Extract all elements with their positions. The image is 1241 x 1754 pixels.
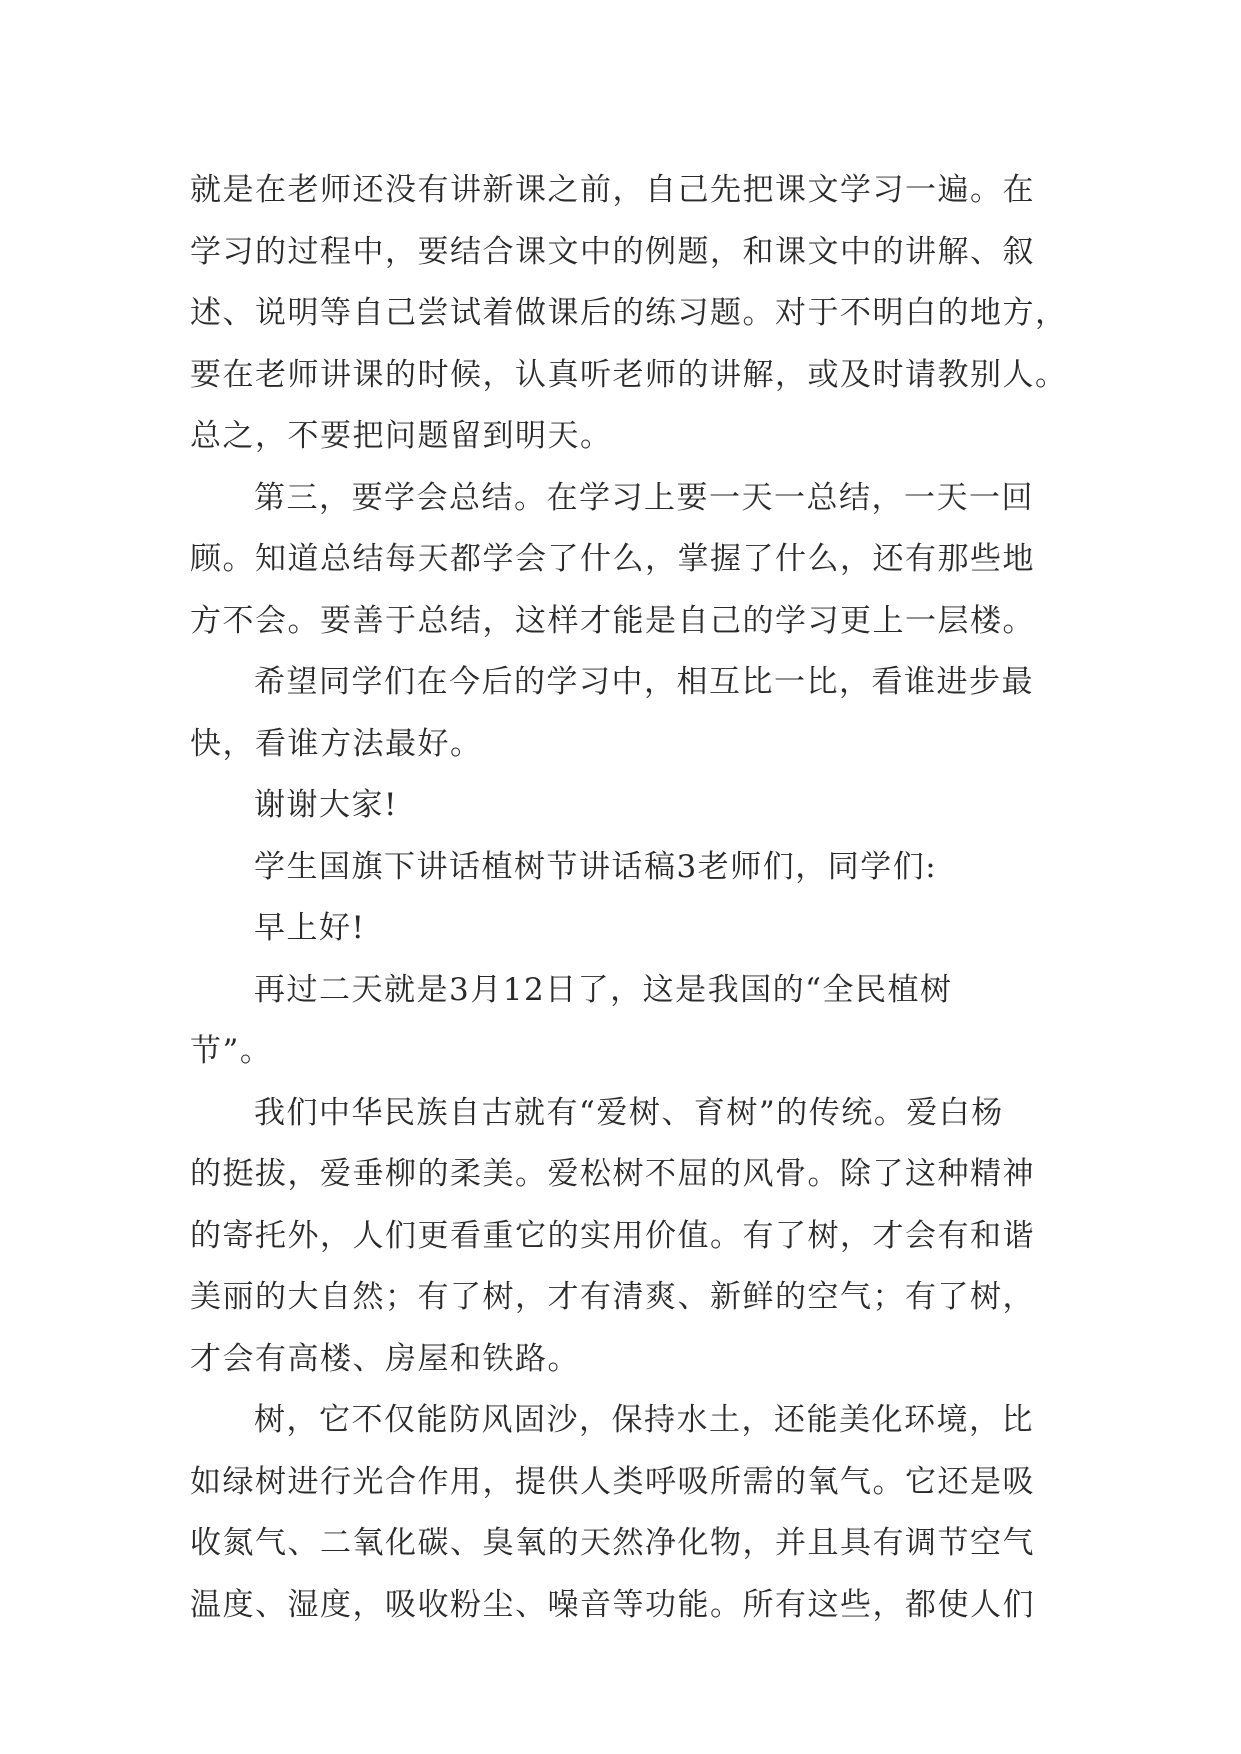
text-line: 温度、湿度，吸收粉尘、噪音等功能。所有这些，都使人们 — [190, 1586, 1035, 1623]
text-line: 要在老师讲课的时候，认真听老师的讲解，或及时请教别人。 — [190, 356, 1068, 393]
paragraph-first-line: 树，它不仅能防风固沙，保持水土，还能美化环境，比 — [254, 1402, 1034, 1438]
paragraph-first-line: 我们中华民族自古就有“爱树、育树”的传统。爱白杨 — [254, 1094, 1004, 1131]
paragraph-first-line: 第三，要学会总结。在学习上要一天一总结，一天一回 — [254, 479, 1034, 516]
paragraph-first-line: 再过二天就是3月12日了，这是我国的“全民植树 — [254, 971, 953, 1008]
text-line: 述、说明等自己尝试着做课后的练习题。对于不明白的地方， — [190, 295, 1068, 331]
text-line: 节”。 — [190, 1033, 273, 1069]
paragraph-first-line: 谢谢大家! — [254, 787, 398, 823]
text-line: 快，看谁方法最好。 — [190, 725, 483, 762]
text-line: 的挺拔，爱垂柳的柔美。爱松树不屈的风骨。除了这种精神 — [190, 1156, 1035, 1192]
text-line: 如绿树进行光合作用，提供人类呼吸所需的氧气。它还是吸 — [190, 1463, 1035, 1500]
text-line: 顾。知道总结每天都学会了什么，掌握了什么，还有那些地 — [190, 541, 1035, 577]
text-line: 学习的过程中，要结合课文中的例题，和课文中的讲解、叙 — [190, 233, 1035, 270]
text-line: 才会有高楼、房屋和铁路。 — [190, 1340, 580, 1377]
text-line: 的寄托外，人们更看重它的实用价值。有了树，才会有和谐 — [190, 1217, 1035, 1254]
text-line: 方不会。要善于总结，这样才能是自己的学习更上一层楼。 — [190, 602, 1035, 639]
paragraph-first-line: 希望同学们在今后的学习中，相互比一比，看谁进步最 — [254, 664, 1034, 700]
section-heading-line: 学生国旗下讲话植树节讲话稿3老师们，同学们: — [254, 848, 938, 885]
text-line: 收氮气、二氧化碳、臭氧的天然净化物，并且具有调节空气 — [190, 1525, 1035, 1561]
text-line: 总之，不要把问题留到明天。 — [190, 418, 613, 454]
text-line: 美丽的大自然；有了树，才有清爽、新鲜的空气；有了树， — [190, 1279, 1035, 1315]
text-line: 就是在老师还没有讲新课之前，自己先把课文学习一遍。在 — [190, 172, 1035, 208]
greeting-line: 早上好! — [254, 910, 366, 946]
document-body — [190, 160, 1070, 1636]
